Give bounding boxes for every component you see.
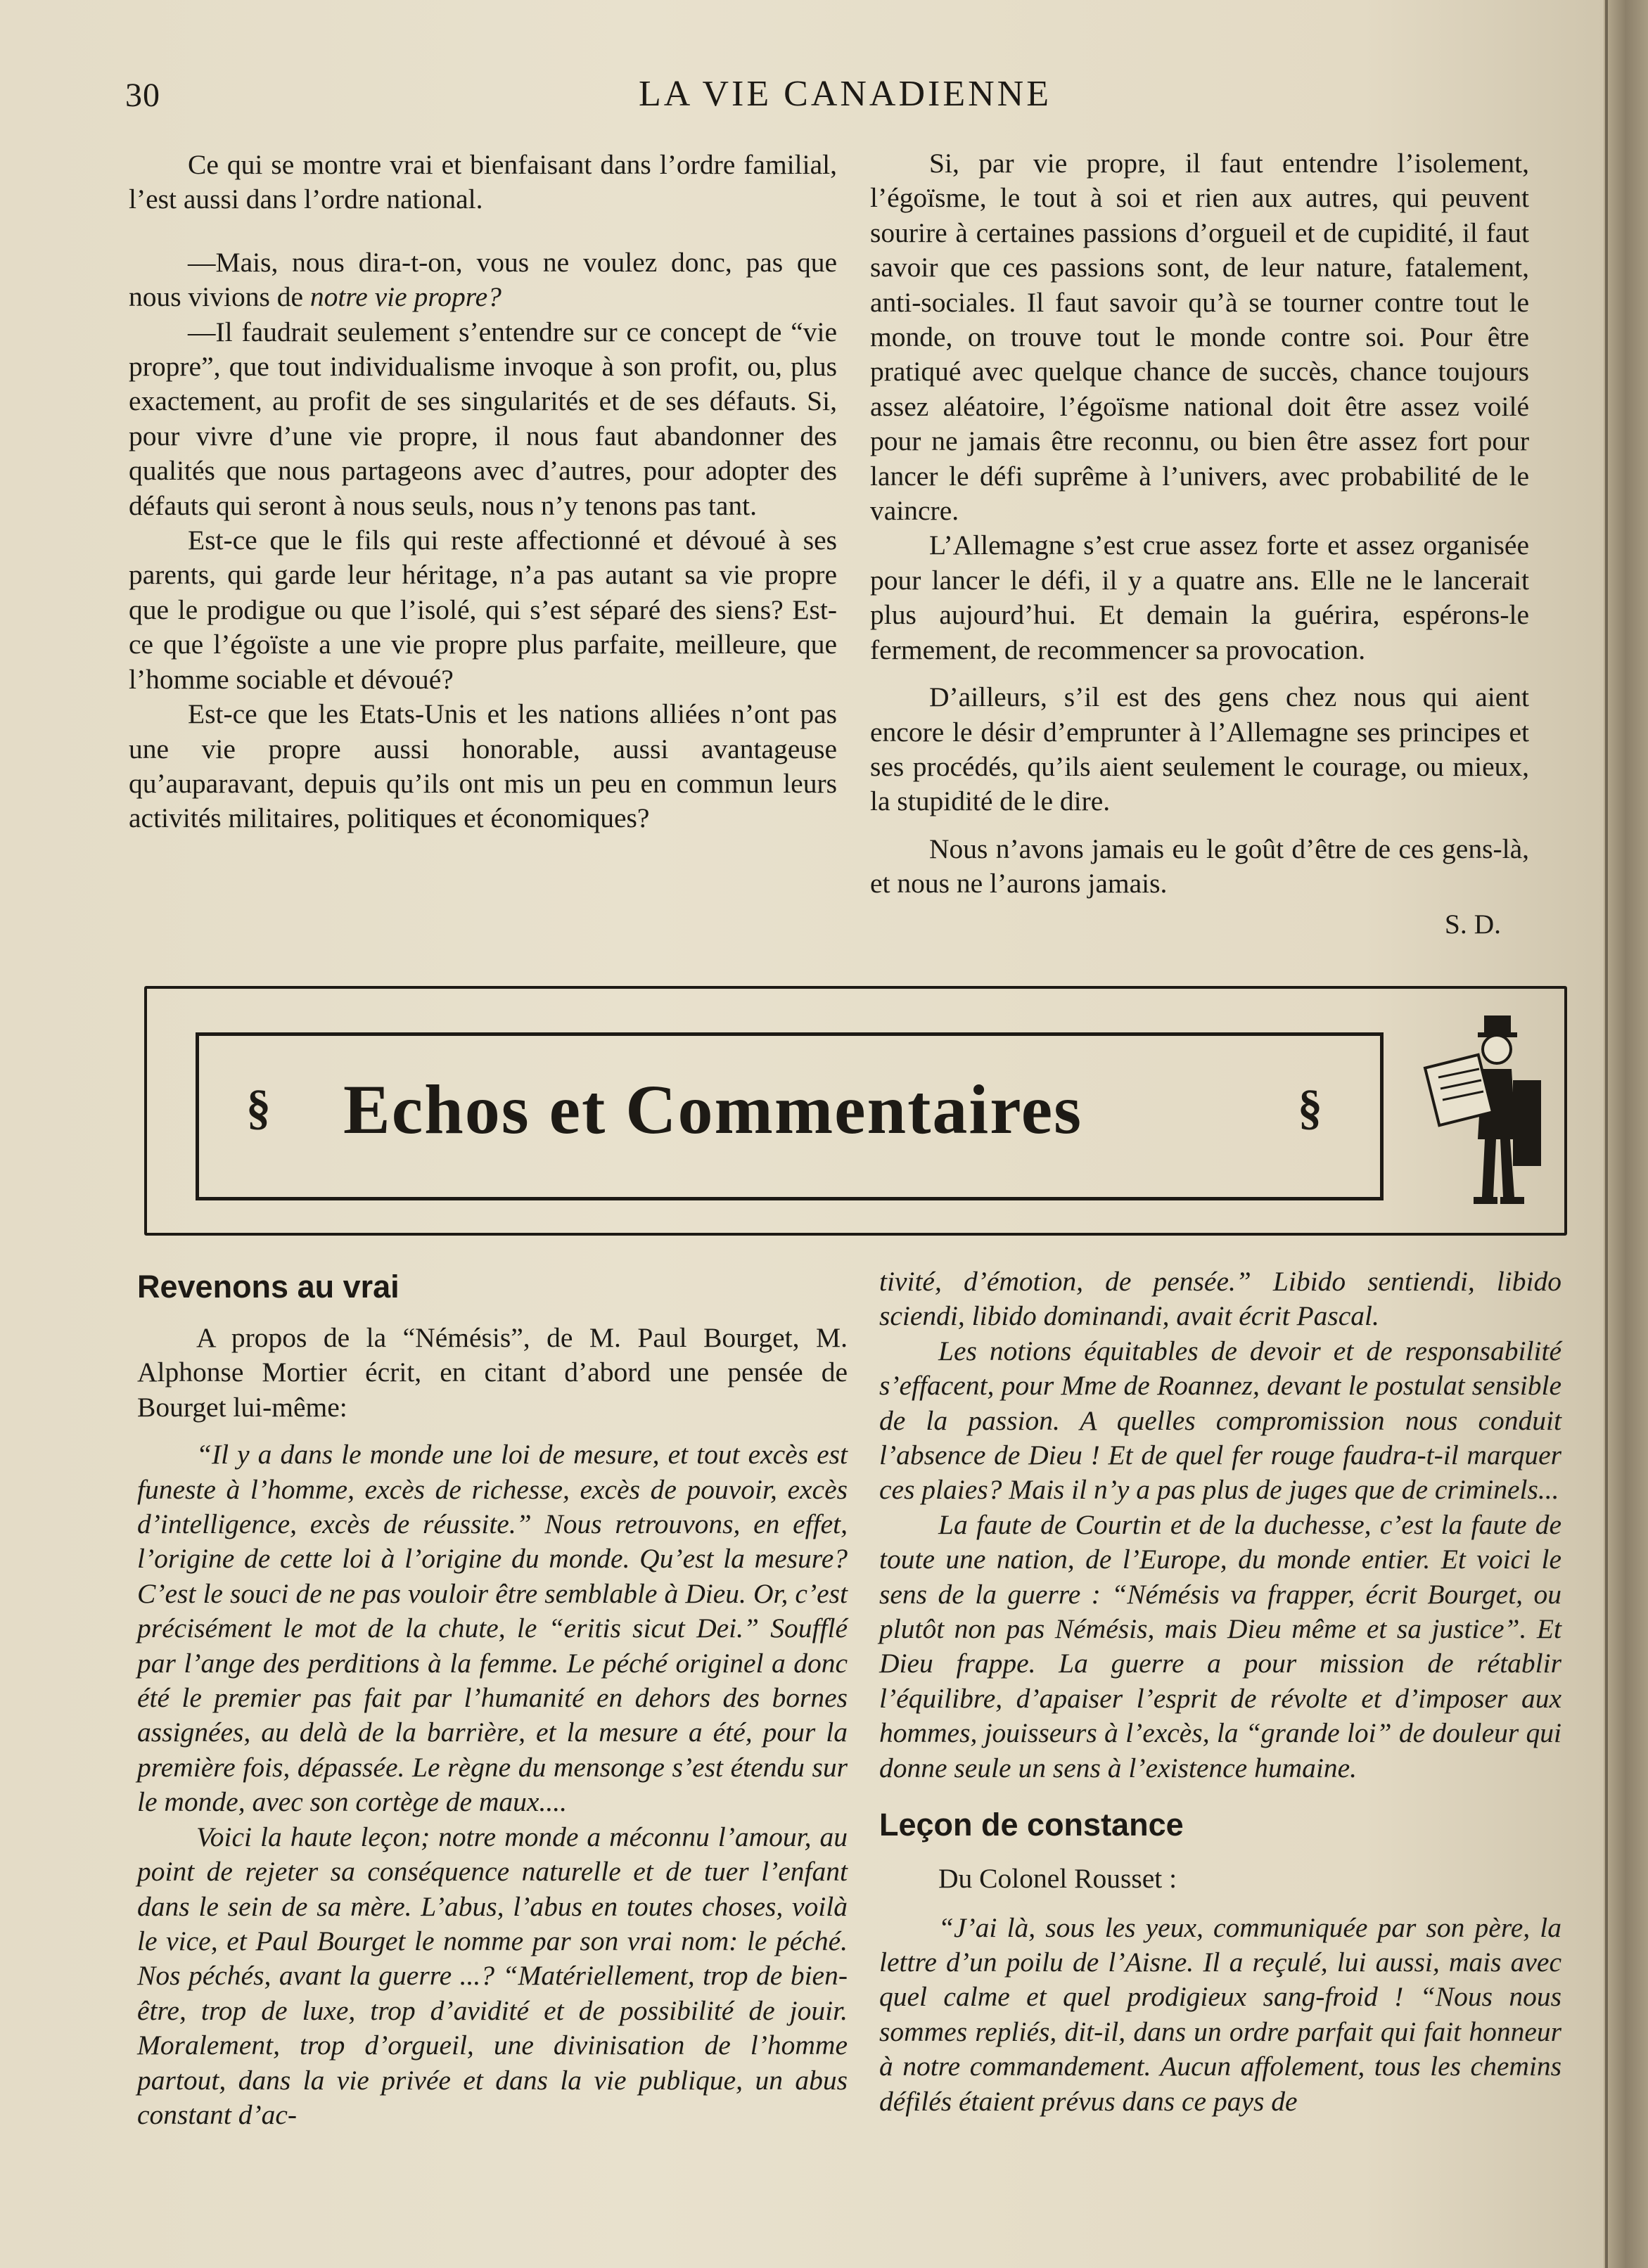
section-title: Echos et Commentaires [343, 1070, 1083, 1148]
column-1 [129, 148, 837, 836]
article-heading: Leçon de constance [879, 1807, 1184, 1843]
byline: Du Colonel Rousset : [938, 1863, 1177, 1895]
fleuron-ornament-icon: § [246, 1081, 271, 1135]
paragraph: Est-ce que le fils qui reste affectionné et dévoué à ses parents, qui garde leur héritage, n’a pas autant sa vie propre que le prodigue ou que l’isolé, qui s’est séparé des siens? Est-ce que l’égoïste a une vie propre plus parfaite, meilleure, que l’homme sociable et dévoué? [129, 525, 837, 695]
binding-edge [1605, 0, 1608, 2268]
column-2 [870, 146, 1529, 942]
paragraph: A propos de la “Némésis”, de M. Paul Bourget, M. Alphonse Mortier écrit, en citant d’abord une pensée de Bourget lui-même: [137, 1322, 848, 1423]
running-head: LA VIE CANADIENNE [639, 74, 1052, 114]
paragraph: Si, par vie propre, il faut entendre l’isolement, l’égoïsme, le tout à soi et rien aux autres, qui peuvent sourire à certaines passions d’orgueil et de cupidité, il faut savoir que ces passions sont, de leur nature, fatalement, anti-sociales. Il faut savoir qu’à se tourner contre tout le monde, on trouve tout le monde contre soi. Pour être pratiqué avec quelque chance de succès, chance toujours assez aléatoire, l’égoïsme national doit être assez voilé pour ne jamais être reconnu, ou bien être assez fort pour lancer le défi suprême à l’univers, avec probabilité de le vaincre. [870, 148, 1529, 527]
quotation: “J’ai là, sous les yeux, communiquée par son père, la lettre d’un poilu de l’Aisne. Il a reçulé, lui aussi, mais avec quel calme et quel prodigieux sang-froid ! “Nous nous sommes repliés, dit-il, dans un ordre parfait qui fait honneur à notre commandement. Aucun affolement, tous les chemins défilés étaient prévus dans ce pays de [879, 1911, 1561, 2117]
paragraph: Nous n’avons jamais eu le goût d’être de ces gens-là, et nous ne l’aurons jamais. [870, 833, 1529, 899]
column-4 [879, 1264, 1561, 2119]
article-heading: Revenons au vrai [137, 1269, 400, 1305]
paragraph: Ce qui se montre vrai et bienfaisant dans l’ordre familial, l’est aussi dans l’ordre national. [129, 149, 837, 215]
text-span: —Mais, nous dira-t-on, vous ne voulez donc, pas que nous vivions de [129, 246, 837, 313]
page-number: 30 [125, 77, 160, 114]
quotation: “Il y a dans le monde une loi de mesure, et tout excès est funeste à l’homme, excès de richesse, excès de pouvoir, excès d’intelligence, excès de réussite.” Nous retrouvons, en effet, l’origine de cette loi à l’origine du monde. Qu’est la mesure? C’est le souci de ne pas vouloir être semblable à Dieu. Or, c’est précisément le mot de la chute, le “eritis sicut Dei.” Soufflé par l’ange des perditions à la femme. Le péché originel a donc été le premier pas fait par l’humanité en dehors des bornes assignées, au delà de la barrière, et la mesure a été, pour la première fois, dépassée. Le règne du mensonge s’est étendu sur le monde, avec son cortège de maux.... [137, 1439, 848, 1818]
paragraph [129, 245, 837, 315]
paragraph: D’ailleurs, s’il est des gens chez nous qui aient encore le désir d’emprunter à l’Allemagne ses principes et ses procédés, qu’ils aient seulement le courage, ou mieux, la stupidité de le dire. [870, 681, 1529, 817]
quotation: La faute de Courtin et de la duchesse, c’est la faute de toute une nation, de l’Europe, du monde entier. Et voici le sens de la guerre : “Némésis va frapper, écrit Bourget, ou plutôt non pas Némésis, mais Dieu même et sa justice”. Et Dieu frappe. La guerre a pour mission de rétablir l’équilibre, d’apaiser l’esprit de révolte et d’imposer aux hommes, jouisseurs à l’excès, la “grande loi” de douleur qui donne seule un sens à l’existence humaine. [879, 1508, 1561, 1783]
signature: S. D. [1444, 908, 1501, 940]
paragraph: Est-ce que les Etats-Unis et les nations alliées n’ont pas une vie propre aussi honorable, aussi avantageuse qu’auparavant, depuis qu’ils ont mis un peu en commun leurs activités militaires, politiques et économiques? [129, 698, 837, 834]
fleuron-ornament-icon: § [1298, 1081, 1322, 1135]
quotation: tivité, d’émotion, de pensée.” Libido sentiendi, libido sciendi, libido dominandi, avait écrit Pascal. [879, 1266, 1561, 1332]
paragraph: —Il faudrait seulement s’entendre sur ce concept de “vie propre”, que tout individualisme invoque à son profit, ou, plus exactement, au profit de ses singularités et de ses défauts. Si, pour vivre d’une vie propre, il nous faut abandonner des qualités que nous partageons avec d’autres, pour adopter des défauts qui seront à nous seuls, nous n’y tenons pas tant. [129, 316, 837, 521]
page-binding [1604, 0, 1648, 2268]
newspaper-reader-illustration-icon [1417, 1013, 1544, 1217]
quotation: Les notions équitables de devoir et de responsabilité s’effacent, pour Mme de Roannez, devant le postulat sensible de la passion. A quelles compromission nous conduit l’absence de Dieu ! Et de quel fer rouge faudra-t-il marquer ces plaies? Mais il n’y a pas plus de juges que de criminels... [879, 1335, 1561, 1506]
italic-span: notre vie propre? [309, 281, 502, 313]
column-3 [137, 1266, 848, 2132]
paragraph: L’Allemagne s’est crue assez forte et assez organisée pour lancer le défi, il y a quatre ans. Elle ne le lancerait plus aujourd’hui. Et demain la guérira, espérons-le fermement, de recommencer sa provocation. [870, 530, 1529, 665]
quotation: Voici la haute leçon; notre monde a méconnu l’amour, au point de rejeter sa conséquence naturelle et de tuer l’enfant dans le sein de sa mère. L’abus, l’abus en toutes choses, voilà le vice, et Paul Bourget le nomme par son vrai nom: le péché. Nos péchés, avant la guerre ...? “Matériellement, trop de bien-être, trop de luxe, trop d’avidité et de possibilité de jouir. Moralement, trop d’orgueil, une divinisation de l’homme partout, dans la vie privée et dans la vie publique, un abus constant d’ac- [137, 1821, 848, 2130]
